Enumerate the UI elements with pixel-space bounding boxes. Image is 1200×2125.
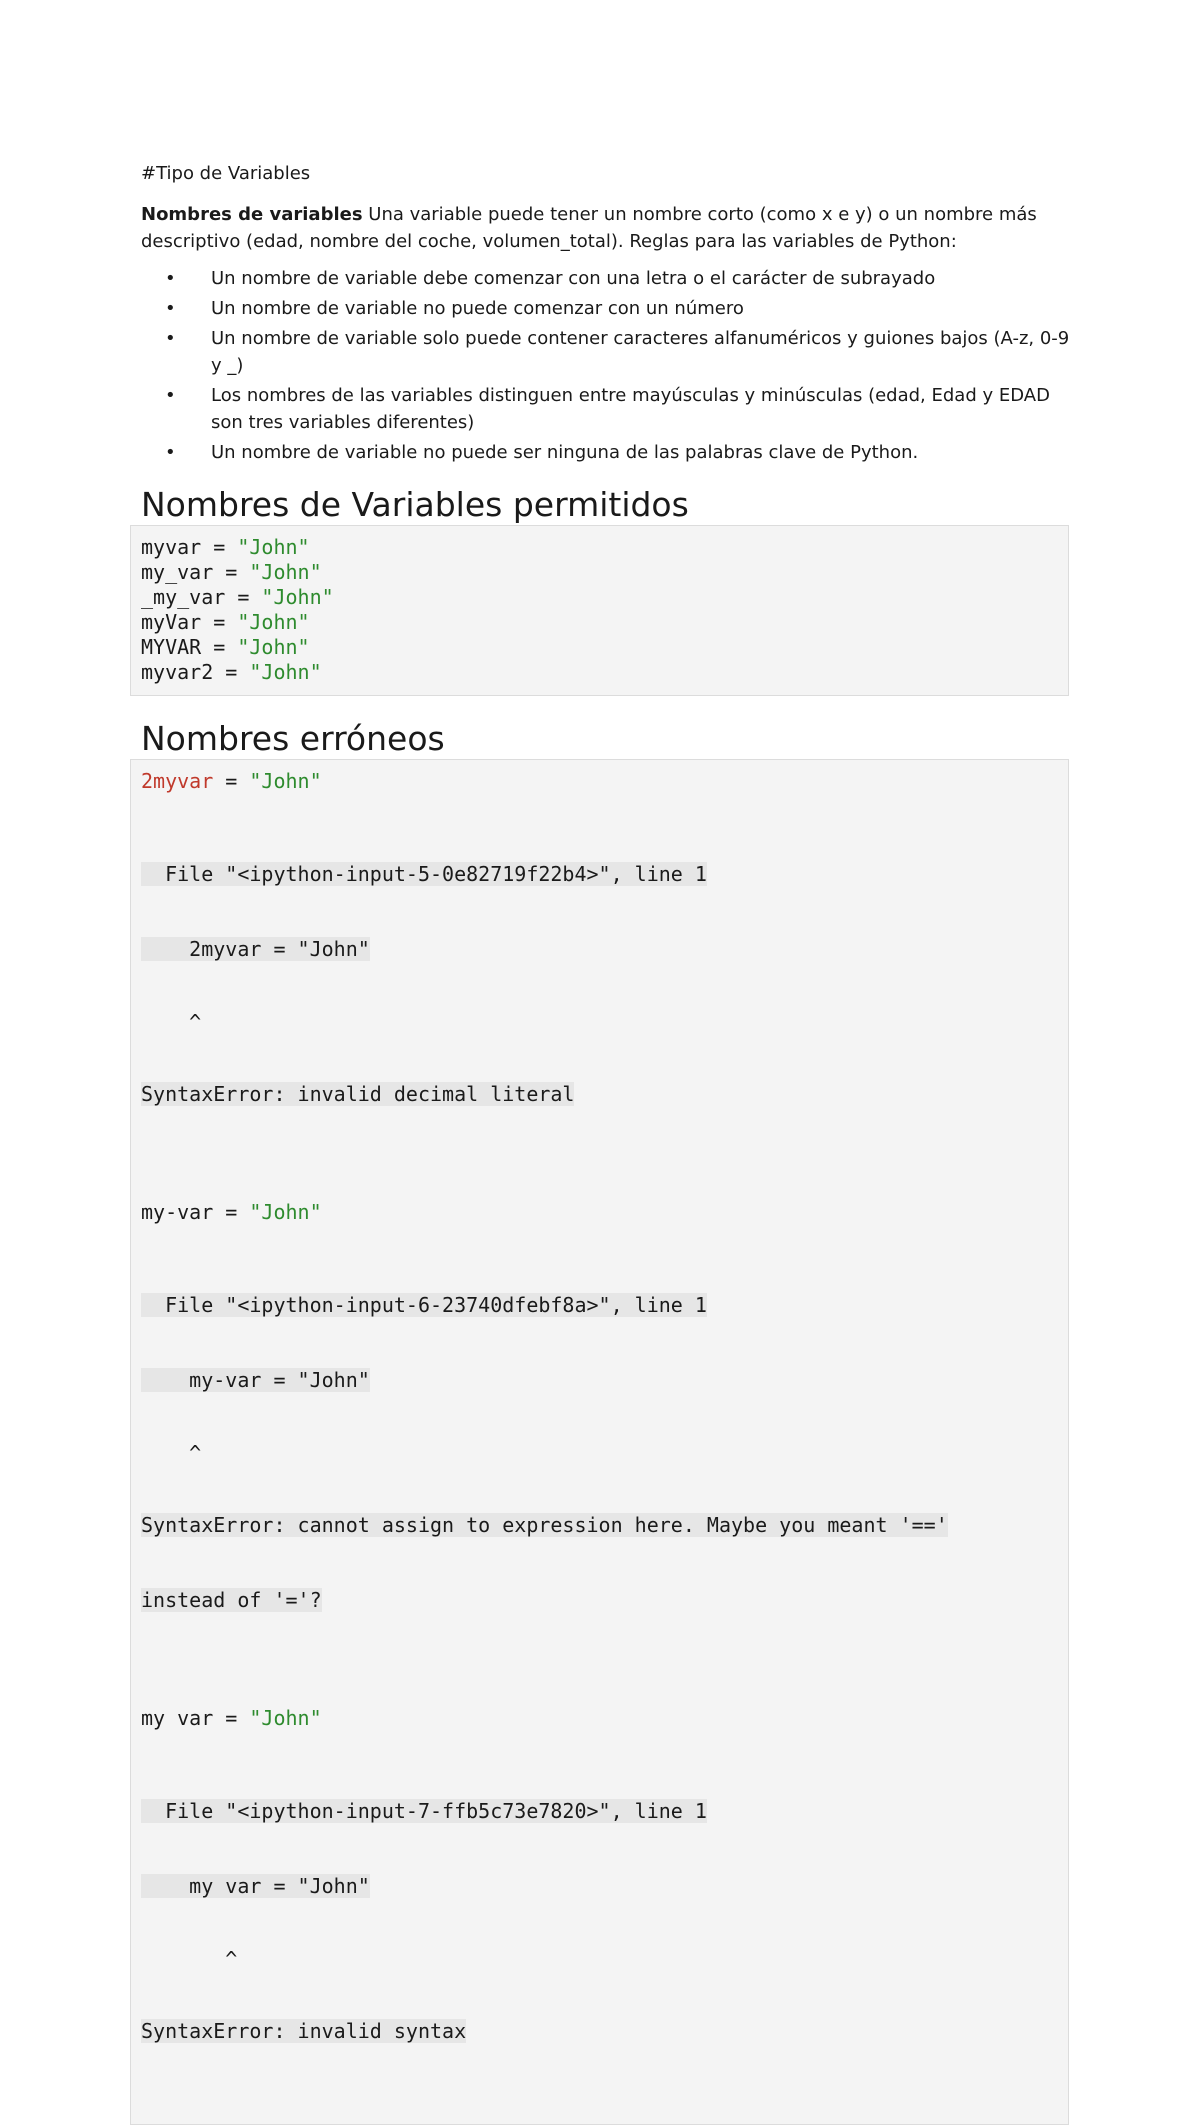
bullet-icon: •	[165, 268, 176, 289]
error-message-cont: instead of '='?	[141, 1588, 322, 1612]
caret-marker: ^	[141, 1947, 238, 1971]
traceback	[141, 812, 1058, 1157]
code-line: my-var = "John"	[141, 1200, 322, 1224]
code-line: my var = "John"	[141, 1706, 322, 1730]
caret-marker: ^	[141, 1010, 202, 1034]
wrong-heading: Nombres erróneos	[141, 719, 445, 758]
doc-title: #Tipo de Variables	[141, 163, 311, 184]
bullet-icon: •	[165, 298, 176, 319]
error-message: SyntaxError: invalid decimal literal	[141, 1082, 575, 1106]
document-page	[141, 160, 1071, 2125]
bullet-icon: •	[165, 385, 176, 406]
caret-marker: ^	[141, 1441, 202, 1465]
code-line: MYVAR = "John"	[141, 635, 310, 659]
traceback-code-line: my-var = "John"	[141, 1368, 370, 1392]
intro-bold-lead: Nombres de variables	[141, 204, 363, 225]
list-item: • Un nombre de variable solo puede contener caracteres alfanuméricos y guiones bajos (A-z, 0-9 y _)	[141, 325, 1071, 379]
code-line: my_var = "John"	[141, 560, 322, 584]
traceback-code-line: 2myvar = "John"	[141, 937, 370, 961]
intro-text: Una variable puede tener un nombre corto (como x e y) o un nombre más descriptivo (edad, nombre del coche, volumen_total). Reglas para las variables de Python:	[141, 204, 1037, 252]
error-message: SyntaxError: invalid syntax	[141, 2019, 467, 2043]
list-item: • Un nombre de variable no puede ser ninguna de las palabras clave de Python.	[141, 439, 1071, 466]
rules-list	[141, 265, 1071, 466]
list-item: • Un nombre de variable debe comenzar con una letra o el carácter de subrayado	[141, 265, 1071, 292]
allowed-code-block	[130, 525, 1069, 696]
code-line: myVar = "John"	[141, 610, 310, 634]
traceback-file-line: File "<ipython-input-7-ffb5c73e7820>", line 1	[141, 1799, 707, 1823]
code-line: myvar2 = "John"	[141, 660, 322, 684]
code-line: 2myvar = "John"	[141, 769, 322, 793]
wrong-code-block	[130, 759, 1069, 2125]
traceback-file-line: File "<ipython-input-6-23740dfebf8a>", line 1	[141, 1293, 707, 1317]
allowed-heading: Nombres de Variables permitidos	[141, 485, 689, 524]
error-message: SyntaxError: cannot assign to expression here. Maybe you meant '=='	[141, 1513, 948, 1537]
traceback	[141, 1749, 1058, 2094]
intro-paragraph	[141, 201, 1071, 255]
bullet-icon: •	[165, 328, 176, 349]
traceback-code-line: my var = "John"	[141, 1874, 370, 1898]
traceback-file-line: File "<ipython-input-5-0e82719f22b4>", line 1	[141, 862, 707, 886]
list-item: • Un nombre de variable no puede comenzar con un número	[141, 295, 1071, 322]
list-item: • Los nombres de las variables distinguen entre mayúsculas y minúsculas (edad, Edad y EDAD son tres variables diferentes)	[141, 382, 1071, 436]
traceback	[141, 1243, 1058, 1663]
code-line: myvar = "John"	[141, 535, 310, 559]
code-line: _my_var = "John"	[141, 585, 334, 609]
bullet-icon: •	[165, 442, 176, 463]
